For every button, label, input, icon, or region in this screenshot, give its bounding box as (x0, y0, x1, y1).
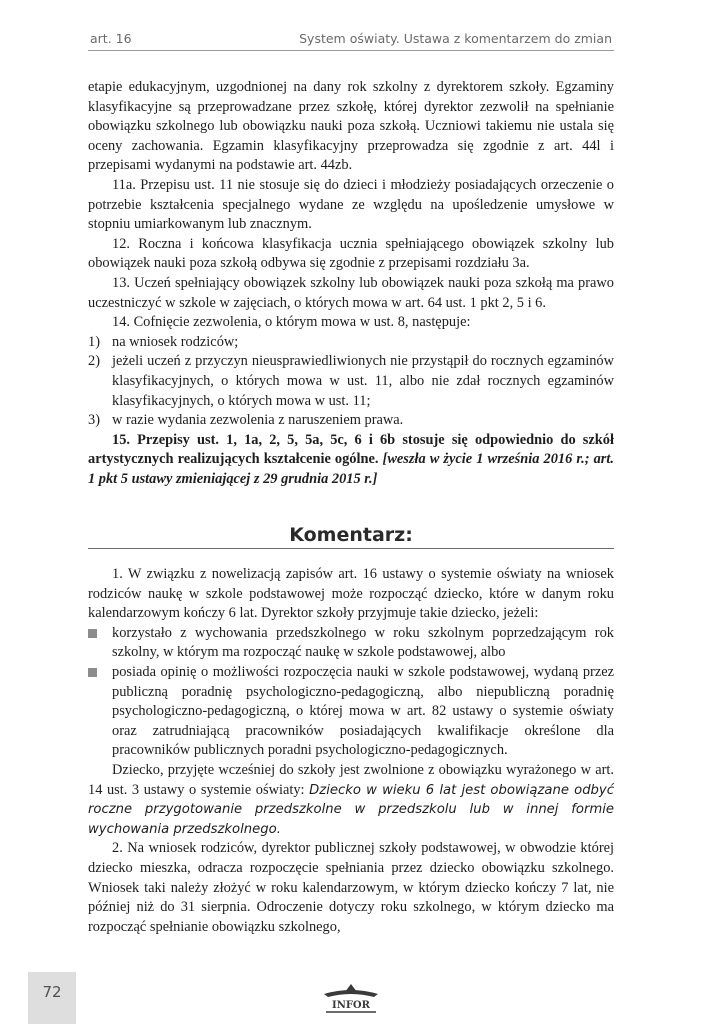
statute-paragraph-14: 14. Cofnięcie zezwolenia, o którym mowa w ust. 8, następuje: (112, 314, 471, 331)
infor-logo-text: INFOR (332, 1000, 370, 1011)
running-head (88, 30, 614, 51)
infor-logo-icon (318, 982, 384, 1016)
running-head-book-title: System oświaty. Ustawa z komentarzem do zmian (299, 31, 612, 46)
statute-text (88, 78, 614, 489)
komentarz-quote: Dziecko w wieku 6 lat jest obowiązane odbyć roczne przygotowanie przedszkolne w przedszkolu lub w innej formie wychowania przedszkolnego. (88, 782, 614, 837)
statute-paragraph-15 (88, 431, 614, 490)
statute-paragraph-11a: 11a. Przepisu ust. 11 nie stosuje się do dzieci i młodzieży posiadających orzeczenie o potrzebie kształcenia specjalnego wydane ze względu na upośledzenie umysłowe w stopniu umiarkowanym lub znacznym. (88, 176, 614, 233)
statute-paragraph-12: 12. Roczna i końcowa klasyfikacja ucznia spełniającego obowiązek szkolny lub obowiązek nauki poza szkołą odbywa się zgodnie z przepisami rozdziału 3a. (88, 235, 614, 272)
paragraph-15-bold-text: 15. Przepisy ust. 1, 1a, 2, 5, 5a, 5c, 6 i 6b stosuje się odpowiednio do szkół artystycznych realizujących kształcenie ogólne. (88, 431, 614, 468)
statute-list-item: 2) jeżeli uczeń z przyczyn nieusprawiedliwionych nie przystąpił do rocznych egzaminów klasyfikacyjnych, o których mowa w ust. 11, albo nie zdał rocznych egzaminów klasyfikacyjnych, o których mowa w ust. 11; (88, 353, 614, 409)
statute-paragraph-continued: etapie edukacyjnym, uzgodnionej na dany rok szkolny z dyrektorem szkoły. Egzaminy klasyfikacyjne są przeprowadzane przez szkołę, której dyrektor zezwolił na spełnianie obowiązku szkolnego lub obowiązku nauki poza szkołą. Uczniowi takiemu nie ustala się oceny zachowania. Egzamin klasyfikacyjny przeprowadza się zgodnie z art. 44l i przepisami wydanymi na podstawie art. 44zb. (88, 79, 614, 174)
statute-list-item: 1) na wniosek rodziców; (88, 333, 239, 350)
paragraph-15-effective-date-note: [weszła w życie 1 września 2016 r.; art. 1 pkt 5 ustawy zmieniającej z 29 grudnia 2015 r.] (88, 451, 614, 487)
square-bullet-icon (88, 668, 97, 677)
statute-list-item: 3) w razie wydania zezwolenia z naruszeniem prawa. (88, 412, 404, 429)
page-number: 72 (28, 972, 76, 1024)
komentarz-paragraph-3: 2. Na wniosek rodziców, dyrektor publicznej szkoły podstawowej, w obwodzie której dziecko mieszka, odracza rozpoczęcie spełniania przez dziecko obowiązku szkolnego. Wniosek taki należy złożyć w roku kalendarzowym, w którym dziecko kończy 7 lat, nie później niż do 31 sierpnia. Odroczenie dotyczy roku szkolnego, w którym dziecko ma rozpocząć spełnianie obowiązku szkolnego, (88, 840, 614, 935)
statute-paragraph-13: 13. Uczeń spełniający obowiązek szkolny lub obowiązek nauki poza szkołą ma prawo uczestniczyć w szkole w zajęciach, o których mowa w art. 64 ust. 1 pkt 2, 5 i 6. (88, 274, 614, 311)
komentarz-paragraph-2: Dziecko, przyjęte wcześniej do szkoły jest zwolnione z obowiązku wyrażonego w art. 14 ust. 3 ustawy o systemie oświaty: Dziecko w wieku 6 lat jest obowiązane odbyć roczne przygotowanie przedszkolne w przedszkolu lub w innej formie wychowania przedszkolnego. (88, 761, 614, 837)
komentarz-text (88, 565, 614, 937)
komentarz-heading: Komentarz: (88, 524, 614, 549)
square-bullet-icon (88, 629, 97, 638)
running-head-article: art. 16 (90, 31, 132, 46)
komentarz-paragraph-1: 1. W związku z nowelizacją zapisów art. 16 ustawy o systemie oświaty na wniosek rodziców naukę w szkole podstawowej może rozpocząć dziecko, które w danym roku kalendarzowym kończy 6 lat. Dyrektor szkoły przyjmuje takie dziecko, jeżeli: (88, 566, 614, 622)
komentarz-bullet-item: posiada opinię o możliwości rozpoczęcia nauki w szkole podstawowej, wydaną przez publiczną poradnię psychologiczno-pedagogiczną, albo niepubliczną poradnię psychologiczno-pedagogiczną, o której mowa w art. 82 ustawy o systemie oświaty oraz zatrudniającą pracowników posiadających kwalifikacje określone dla pracowników publicznych poradni psychologiczno-pedagogicznych. (88, 663, 614, 761)
komentarz-bullet-item: korzystało z wychowania przedszkolnego w roku szkolnym poprzedzającym rok szkolny, w którym ma rozpocząć naukę w szkole podstawowej, albo (88, 624, 614, 663)
